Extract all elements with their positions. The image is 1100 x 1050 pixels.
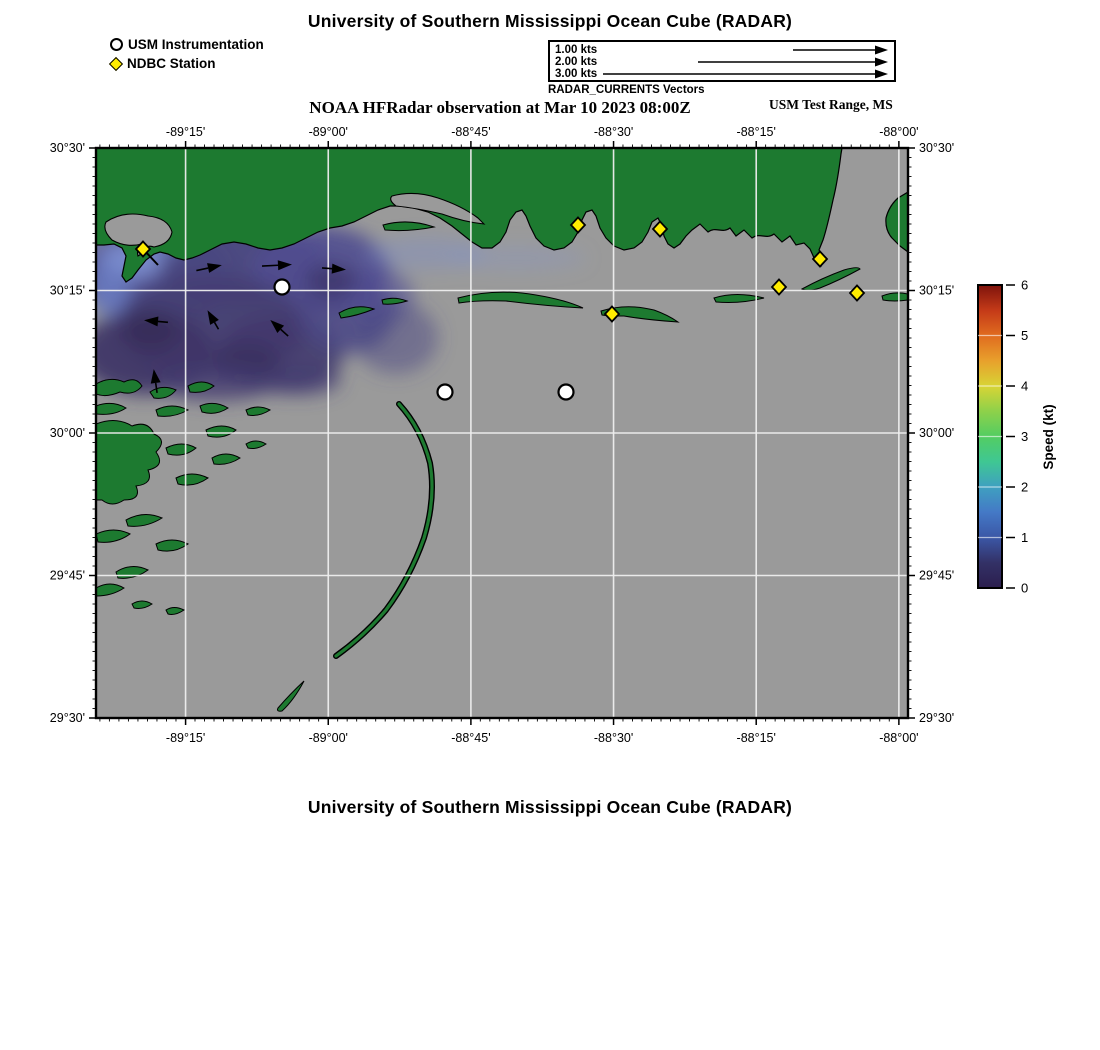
legend-item-usm (110, 35, 264, 54)
scale-arrow-head (875, 58, 888, 67)
axis-tick-label: 30°00' (919, 426, 955, 440)
colorbar-axis-label: Speed (kt) (1041, 404, 1056, 470)
usm-instrumentation-marker (559, 385, 574, 400)
axis-tick-label: -88°45' (451, 731, 491, 745)
page-title: University of Southern Mississippi Ocean Cube (RADAR) (307, 11, 793, 31)
axis-tick-label: -88°45' (451, 125, 491, 139)
axis-tick-label: -89°15' (165, 731, 206, 745)
axis-tick-label: 30°15' (919, 283, 955, 298)
vector-scale-label-3: 3.00 kts (555, 68, 598, 80)
axis-tick-label: -88°00' (879, 731, 919, 745)
axis-tick-label: -88°15' (736, 731, 776, 745)
axis-tick-label: -88°15' (736, 125, 776, 139)
colorbar-tick-label: 2 (1021, 479, 1029, 495)
bottom-page-title: University of Southern Mississippi Ocean Cube (RADAR) (307, 797, 793, 817)
axis-tick-label: -89°00' (308, 125, 348, 139)
island (882, 293, 908, 301)
vector-scale-box (548, 40, 896, 82)
usm-instrumentation-icon (110, 38, 123, 51)
usm-instrumentation-marker (275, 280, 290, 295)
legend-label-ndbc: NDBC Station (127, 56, 216, 71)
axis-tick-label: 29°30' (919, 711, 955, 725)
vector-scale-caption: RADAR_CURRENTS Vectors (548, 84, 705, 96)
map-figure (40, 118, 970, 778)
marker-legend (110, 35, 264, 73)
scale-arrow-head (875, 70, 888, 79)
colorbar (974, 276, 1084, 606)
axis-tick-label: 29°45' (919, 568, 955, 583)
colorbar-tick-label: 4 (1021, 378, 1029, 394)
colorbar-tick-label: 1 (1021, 530, 1029, 545)
colorbar-tick-label: 3 (1021, 429, 1029, 444)
axis-tick-label: -88°00' (879, 125, 919, 139)
ndbc-station-icon (109, 56, 123, 70)
axis-tick-label: 29°45' (49, 568, 85, 583)
axis-tick-label: 30°00' (49, 426, 85, 440)
observation-subtitle: NOAA HFRadar observation at Mar 10 2023 08:00Z (309, 98, 691, 117)
map-area (76, 148, 908, 718)
colorbar-tick-label: 6 (1021, 277, 1029, 293)
legend-item-ndbc (110, 54, 264, 73)
vector-scale-label-1: 1.00 kts (555, 44, 598, 56)
colorbar-tick-label: 0 (1021, 580, 1029, 596)
legend-label-usm: USM Instrumentation (128, 37, 264, 52)
axis-tick-label: -88°30' (593, 731, 634, 745)
axis-tick-label: -89°15' (165, 125, 206, 139)
axis-tick-label: 30°30' (49, 141, 85, 155)
axis-tick-label: 30°15' (49, 283, 85, 298)
vector-scale-label-2: 2.00 kts (555, 56, 598, 68)
vector-scale-arrows (550, 42, 893, 79)
region-label: USM Test Range, MS (769, 97, 893, 112)
axis-tick-label: 30°30' (919, 141, 955, 155)
colorbar-tick-label: 5 (1021, 328, 1029, 343)
usm-instrumentation-marker (438, 385, 453, 400)
axis-tick-label: -88°30' (593, 125, 634, 139)
scale-arrow-head (875, 46, 888, 55)
axis-tick-label: -89°00' (308, 731, 348, 745)
axis-tick-label: 29°30' (49, 711, 85, 725)
